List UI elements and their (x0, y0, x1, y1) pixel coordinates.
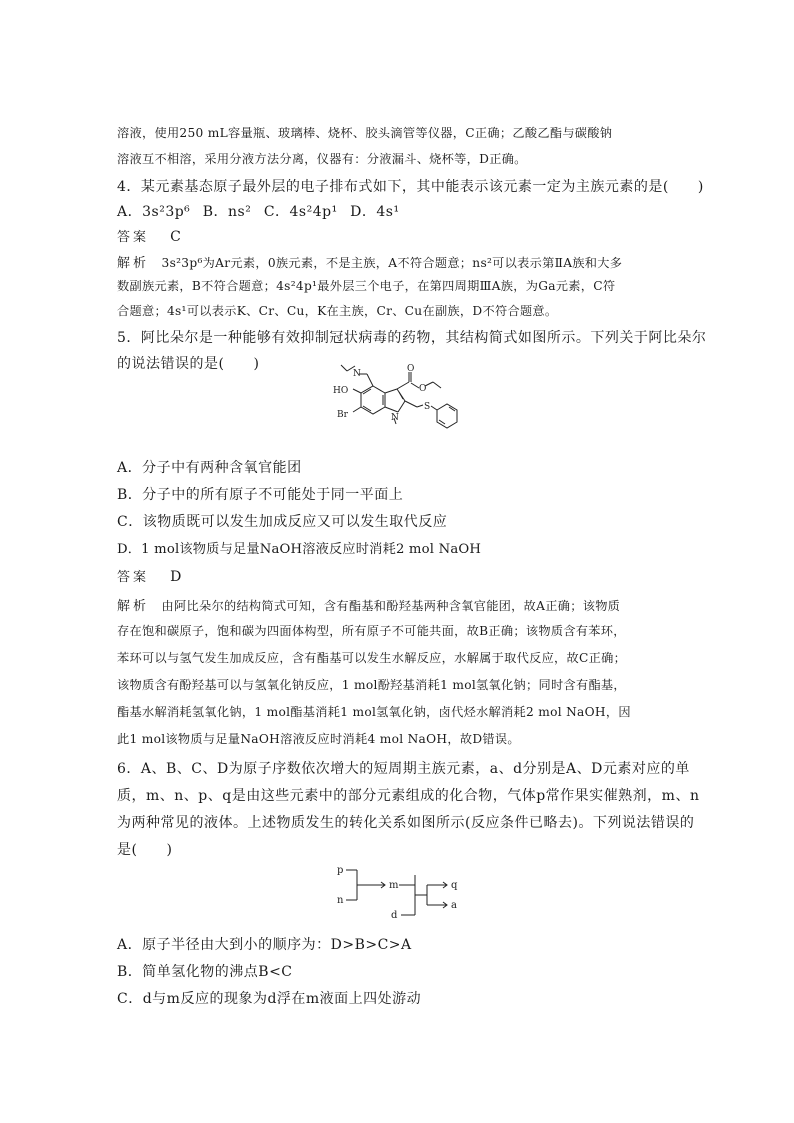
ring-n-label: N (391, 413, 399, 423)
q5-analysis-line-6: 此1 mol该物质与足量NaOH溶液反应时消耗4 mol NaOH，故D错误。 (117, 732, 520, 746)
q4-answer-label: 答案 (117, 230, 150, 245)
ester-ether-o: O (419, 384, 427, 394)
species-m: m (389, 880, 399, 891)
q4-option-c: C．4s²4p¹ (263, 204, 338, 220)
q5-analysis-line-2: 存在饱和碳原子，饱和碳为四面体构型，所有原子不可能共面，故B正确；该物质含有苯环， (117, 624, 626, 638)
q5-option-c: C．该物质既可以发生加成反应又可以发生取代反应 (117, 514, 448, 530)
sulfur-label: S (424, 402, 431, 412)
q4-options (117, 201, 400, 221)
q4-option-a: A．3s²3p⁶ (117, 204, 191, 220)
q5-stem-line-1: 5．阿比朵尔是一种能够有效抑制冠状病毒的药物，其结构简式如图所示。下列关于阿比朵尔 (117, 330, 707, 346)
ho-label: HO (333, 386, 349, 396)
q6-stem-line-4: 是( ) (117, 842, 173, 858)
q5-analysis-label: 解析 (117, 599, 150, 614)
q5-analysis-line-3: 苯环可以与氢气发生加成反应，含有酯基可以发生水解反应，水解属于取代反应，故C正确； (117, 651, 627, 665)
q6-stem-line-1: 6．A、B、C、D为原子序数依次增大的短周期主族元素，a、d分别是A、D元素对应的单 (117, 761, 690, 777)
q5-answer-value: D (170, 569, 182, 585)
q5-analysis-line-1: 解析 由阿比朵尔的结构简式可知，含有酯基和酚羟基两种含氧官能团，故A正确；该物质 (117, 599, 621, 614)
q5-option-d: D．1 mol该物质与足量NaOH溶液反应时消耗2 mol NaOH (117, 542, 482, 557)
species-d: d (391, 910, 398, 921)
species-a: a (451, 900, 457, 911)
q5-option-b: B．分子中的所有原子不可能处于同一平面上 (117, 487, 404, 503)
q6-option-b: B．简单氢化物的沸点B<C (117, 964, 293, 980)
q5-answer-label: 答案 (117, 570, 150, 585)
nme2-label: N (353, 369, 361, 379)
q5-answer (117, 566, 182, 585)
q4-answer (117, 226, 181, 245)
q4-option-d: D．4s¹ (350, 204, 400, 220)
q5-option-a: A．分子中有两种含氧官能团 (117, 460, 302, 476)
prev-explanation-line-1: 溶液，使用250 mL容量瓶、玻璃棒、烧杯、胶头滴管等仪器，C正确；乙酸乙酯与碳酸钠 (117, 126, 613, 140)
q5-analysis-line-4: 该物质含有酚羟基可以与氢氧化钠反应，1 mol酚羟基消耗1 mol氢氧化钠；同时含有酯基， (117, 678, 626, 692)
conversion-diagram (333, 862, 468, 924)
ester-carbonyl-o: O (407, 364, 415, 374)
arbidol-structure (325, 362, 475, 442)
q4-analysis-line-3: 合题意；4s¹可以表示K、Cr、Cu，K在主族，Cr、Cu在副族，D不符合题意。 (117, 304, 558, 318)
q4-option-b: B．ns² (202, 204, 252, 220)
species-n: n (337, 895, 344, 906)
q4-answer-value: C (170, 229, 182, 245)
species-p: p (337, 865, 344, 876)
species-q: q (451, 880, 458, 891)
br-label: Br (337, 410, 348, 420)
q5-stem-line-2: 的说法错误的是( ) (117, 356, 260, 372)
q4-analysis-label: 解析 (117, 256, 150, 271)
q6-option-c: C．d与m反应的现象为d浮在m液面上四处游动 (117, 991, 422, 1007)
q6-stem-line-2: 质，m、n、p、q是由这些元素中的部分元素组成的化合物，气体p常作果实催熟剂，m、n (117, 788, 700, 804)
prev-explanation-line-2: 溶液互不相溶，采用分液方法分离，仪器有：分液漏斗、烧杯等，D正确。 (117, 152, 527, 166)
q6-stem-line-3: 为两种常见的液体。上述物质发生的转化关系如图所示(反应条件已略去)。下列说法错误的 (117, 815, 695, 831)
q4-analysis-line-2: 数副族元素，B不符合题意；4s²4p¹最外层三个电子，在第四周期ⅢA族，为Ga元素，C符 (117, 279, 616, 293)
q5-analysis-line-5: 酯基水解消耗氢氧化钠，1 mol酯基消耗1 mol氢氧化钠，卤代烃水解消耗2 mol NaOH，因 (117, 705, 631, 719)
q4-analysis-line-1: 解析 3s²3p⁶为Ar元素，0族元素，不是主族，A不符合题意；ns²可以表示第ⅡA族和大多 (117, 256, 623, 271)
q6-option-a: A．原子半径由大到小的顺序为：D>B>C>A (117, 937, 412, 953)
q4-stem: 4．某元素基态原子最外层的电子排布式如下，其中能表示该元素一定为主族元素的是( ) (117, 179, 704, 195)
